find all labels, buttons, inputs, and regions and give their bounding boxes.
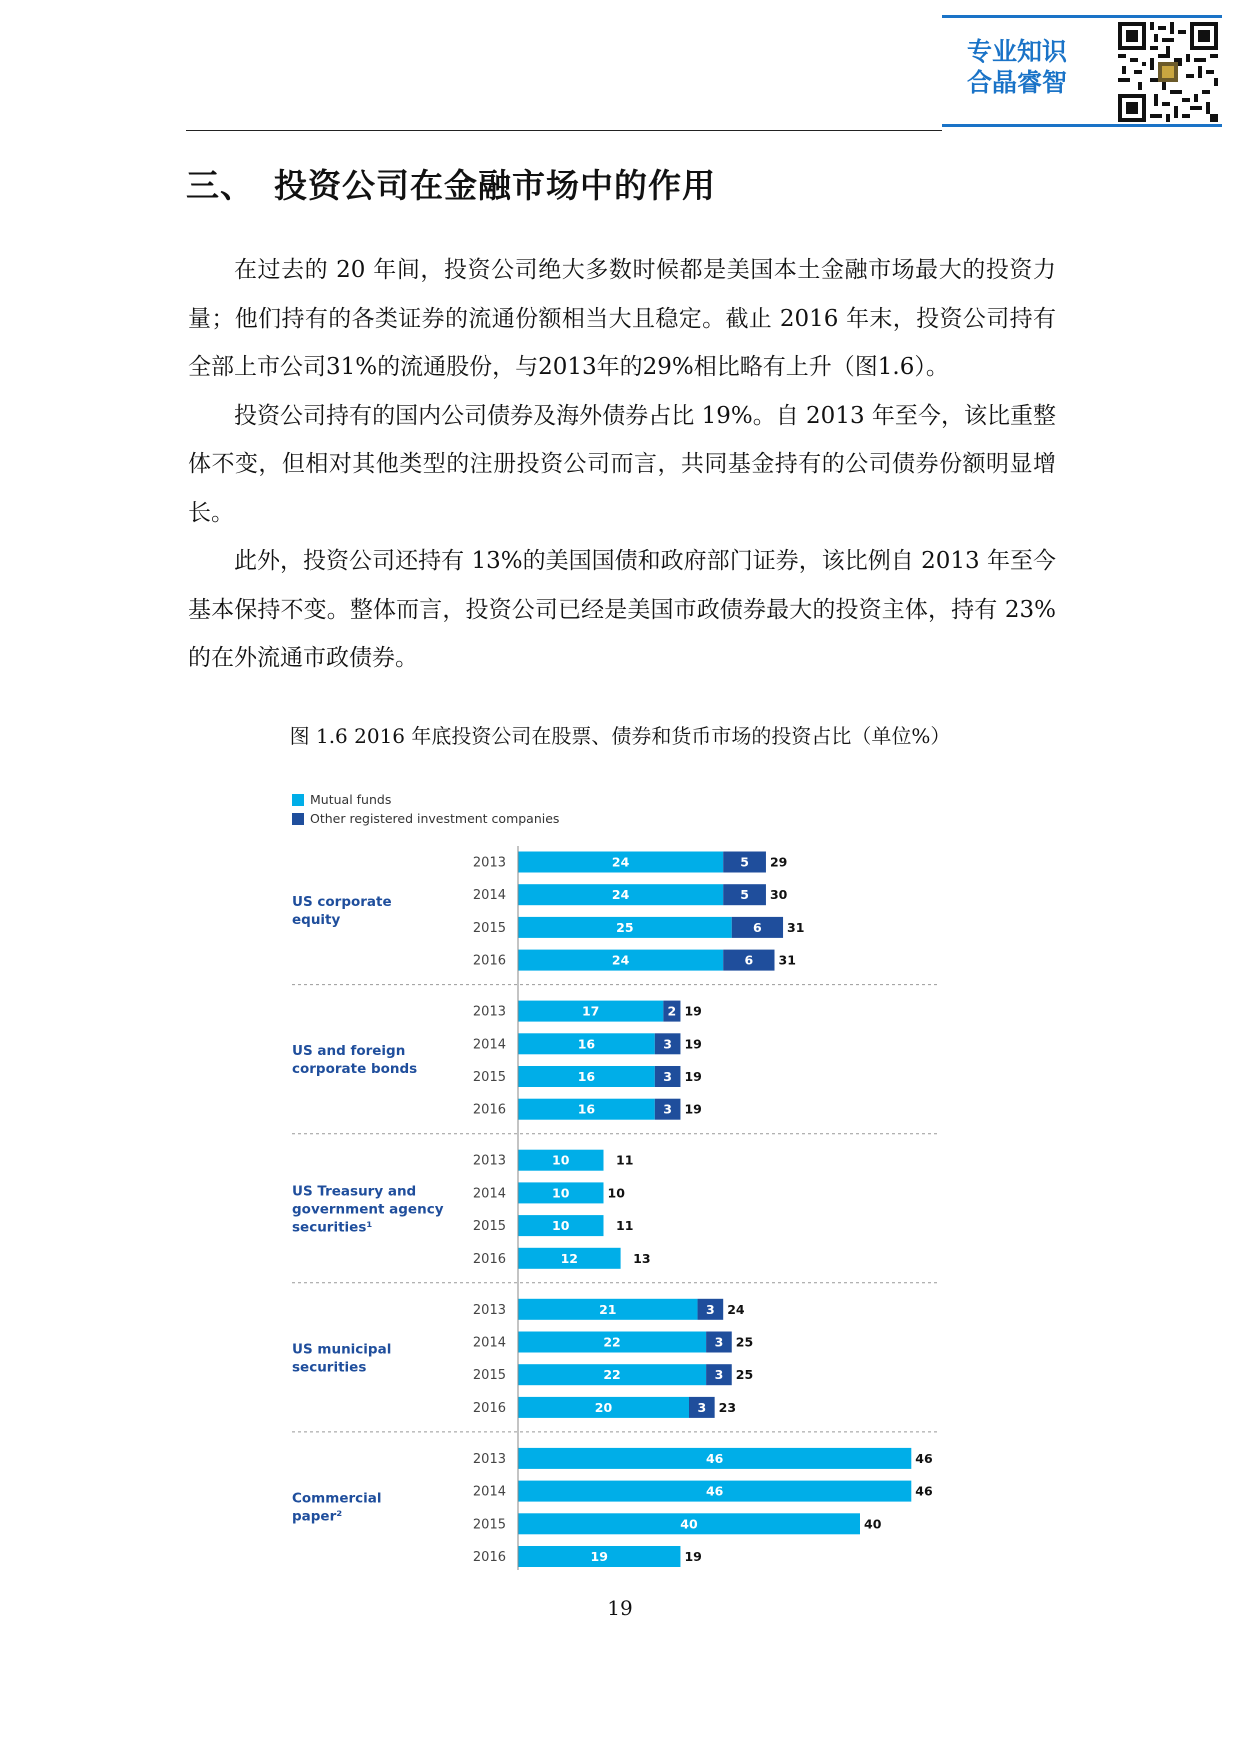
bar-total-label: 23 — [718, 1399, 737, 1415]
paragraph: 在过去的 20 年间，投资公司绝大多数时候都是美国本土金融市场最大的投资力量；他们持有的各类证券的流通份额相当大且稳定。截止 2016 年末，投资公司持有全部上市公司31%的流通股份，与2013年的29%相比略有上升（图1.6）。 — [188, 257, 1056, 380]
bar-value-label: 24 — [611, 854, 630, 870]
bar-total-label: 19 — [684, 1549, 702, 1564]
category-label: Commercial — [292, 1490, 382, 1507]
bar-value-label: 20 — [594, 1399, 613, 1415]
year-tick-label: 2014 — [472, 888, 506, 904]
year-tick-label: 2013 — [472, 855, 506, 871]
body-text — [188, 246, 1056, 683]
category-label: corporate bonds — [292, 1061, 418, 1078]
category-label: securities — [292, 1359, 367, 1376]
bar-value-label: 24 — [611, 887, 630, 903]
paragraph: 此外，投资公司还持有 13%的美国国债和政府部门证券，该比例自 2013 年至今基本保持不变。整体而言，投资公司已经是美国市政债券最大的投资主体，持有 23%的在外流通市政债券。 — [188, 548, 1056, 671]
paragraph: 投资公司持有的国内公司债券及海外债券占比 19%。自 2013 年至今，该比重整体不变，但相对其他类型的注册投资公司而言，共同基金持有的公司债券份额明显增长。 — [188, 402, 1056, 526]
bar-total-label: 10 — [607, 1185, 625, 1201]
year-tick-label: 2015 — [472, 920, 506, 936]
legend-label: Mutual funds — [310, 792, 392, 807]
year-tick-label: 2014 — [472, 1186, 506, 1202]
bar-total-label: 29 — [769, 854, 788, 870]
brand-text — [962, 36, 1072, 98]
bar-value-label: 5 — [740, 887, 749, 903]
category-label: government agency — [292, 1201, 444, 1218]
brand-line-1: 专业知识 — [966, 37, 1067, 66]
year-tick-label: 2013 — [472, 1153, 506, 1169]
bar-value-label: 6 — [753, 919, 762, 935]
section-number: 三、 — [186, 166, 254, 205]
year-tick-label: 2015 — [472, 1070, 506, 1085]
bar-total-label: 40 — [864, 1516, 882, 1532]
bar-total-label: 31 — [778, 952, 796, 968]
bar-value-label: 21 — [599, 1301, 617, 1317]
bar-total-label: 19 — [684, 1101, 702, 1117]
year-tick-label: 2016 — [472, 1251, 506, 1267]
bar-total-label: 24 — [727, 1301, 745, 1317]
category-label: US corporate — [292, 894, 392, 911]
bar-total-label: 25 — [735, 1334, 754, 1350]
chart-legend — [292, 790, 559, 828]
category-label: securities¹ — [292, 1219, 373, 1236]
year-tick-label: 2015 — [472, 1219, 506, 1235]
legend-swatch-mutual-funds — [292, 794, 304, 806]
qr-code-icon — [1118, 22, 1218, 122]
year-tick-label: 2015 — [472, 1368, 506, 1384]
bar-value-label: 2 — [667, 1003, 677, 1019]
bar-total-label: 13 — [633, 1250, 651, 1266]
year-tick-label: 2015 — [472, 1517, 506, 1533]
bar-value-label: 3 — [697, 1399, 707, 1415]
page-number: 19 — [607, 1596, 633, 1620]
bar-value-label: 10 — [552, 1152, 570, 1168]
category-label: US and foreign — [292, 1043, 406, 1060]
bar-value-label: 40 — [680, 1516, 698, 1532]
bar-total-label: 46 — [915, 1483, 933, 1499]
bar-value-label: 22 — [603, 1367, 621, 1383]
year-tick-label: 2013 — [472, 1302, 506, 1318]
bar-value-label: 10 — [552, 1218, 570, 1234]
section-heading — [186, 160, 716, 207]
bar-total-label: 46 — [915, 1450, 933, 1466]
bar-value-label: 6 — [744, 952, 754, 968]
year-tick-label: 2016 — [472, 1400, 506, 1416]
bar-value-label: 3 — [706, 1301, 715, 1317]
bar-value-label: 46 — [705, 1483, 724, 1499]
bar-value-label: 3 — [663, 1069, 672, 1084]
legend-item-other — [292, 809, 559, 828]
year-tick-label: 2013 — [472, 1004, 506, 1020]
category-label: US Treasury and — [292, 1183, 417, 1200]
figure-caption: 图 1.6 2016 年底投资公司在股票、债券和货币市场的投资占比（单位%） — [289, 724, 951, 748]
legend-label: Other registered investment companies — [310, 811, 560, 826]
bar-value-label: 12 — [560, 1250, 579, 1266]
bar-total-label: 19 — [684, 1003, 702, 1019]
bar-value-label: 46 — [705, 1450, 724, 1466]
year-tick-label: 2014 — [472, 1037, 506, 1053]
year-tick-label: 2016 — [472, 1102, 506, 1118]
brand-line-2: 合晶睿智 — [966, 68, 1067, 97]
bar-value-label: 19 — [590, 1549, 608, 1564]
bar-value-label: 3 — [714, 1367, 724, 1383]
year-tick-label: 2016 — [472, 1550, 506, 1565]
category-label: paper² — [292, 1508, 343, 1525]
bar-total-label: 25 — [735, 1367, 754, 1383]
year-tick-label: 2013 — [472, 1451, 506, 1467]
bar-value-label: 24 — [611, 952, 630, 968]
bar-total-label: 30 — [769, 887, 788, 903]
bar-value-label: 16 — [577, 1069, 596, 1084]
bar-total-label: 19 — [684, 1036, 702, 1052]
header-rule — [186, 130, 942, 131]
legend-item-mutual-funds — [292, 790, 559, 809]
bar-total-label: 11 — [616, 1152, 634, 1168]
bar-total-label: 11 — [616, 1218, 634, 1234]
bar-value-label: 5 — [740, 854, 749, 870]
bar-total-label: 31 — [787, 919, 805, 935]
bar-value-label: 16 — [577, 1101, 596, 1117]
year-tick-label: 2016 — [472, 953, 506, 969]
year-tick-label: 2014 — [472, 1484, 506, 1500]
bar-value-label: 22 — [603, 1334, 621, 1350]
holdings-bar-chart — [280, 840, 960, 1570]
bar-value-label: 3 — [663, 1101, 672, 1117]
bar-value-label: 17 — [581, 1003, 600, 1019]
category-label: US municipal — [292, 1341, 392, 1358]
year-tick-label: 2014 — [472, 1335, 506, 1351]
bar-value-label: 3 — [714, 1334, 724, 1350]
bar-value-label: 10 — [552, 1185, 570, 1201]
legend-swatch-other — [292, 813, 304, 825]
bar-value-label: 3 — [663, 1036, 672, 1052]
bar-value-label: 25 — [616, 919, 634, 935]
bar-total-label: 19 — [684, 1069, 702, 1084]
section-title: 投资公司在金融市场中的作用 — [274, 166, 716, 205]
bar-value-label: 16 — [577, 1036, 596, 1052]
category-label: equity — [292, 912, 341, 929]
